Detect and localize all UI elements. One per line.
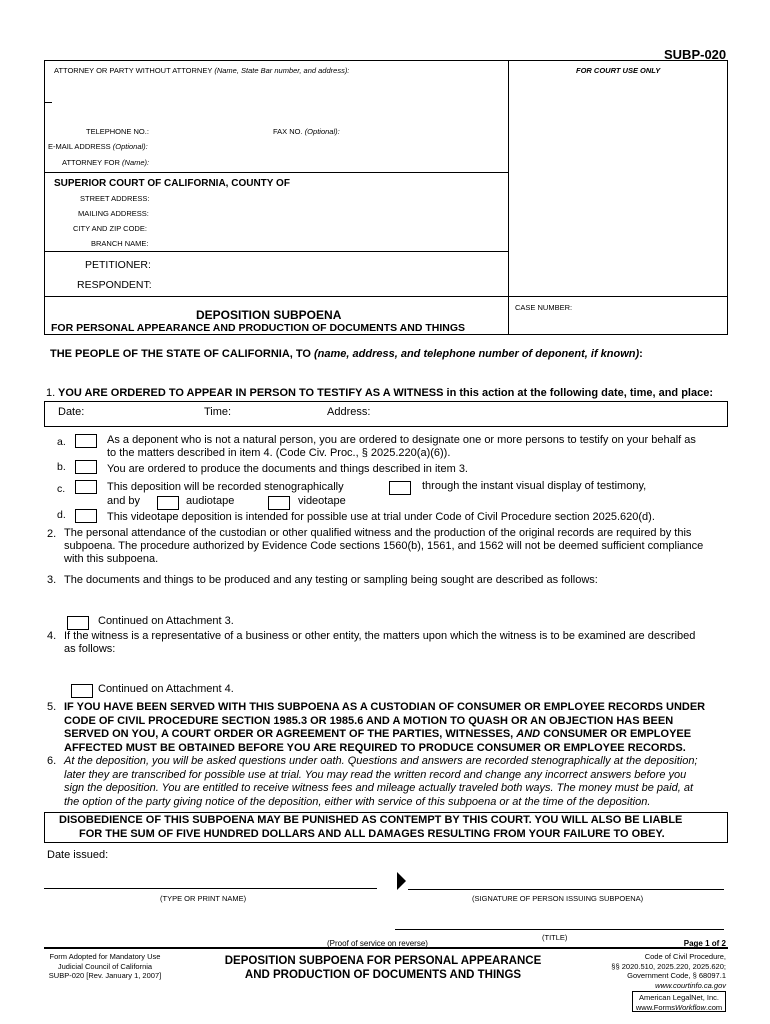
- title-line[interactable]: [395, 929, 724, 930]
- item3-text: The documents and things to be produced and any testing or sampling being sought are described as follows:: [64, 574, 598, 586]
- signature-line[interactable]: [408, 889, 724, 890]
- item1b-text: You are ordered to produce the documents and things described in item 3.: [107, 463, 468, 475]
- item5-text: IF YOU HAVE BEEN SERVED WITH THIS SUBPOENA AS A CUSTODIAN OF CONSUMER OR EMPLOYEE RECORDS UNDER CODE OF CIVIL PROCEDURE SECTION 1985.3 OR 1985.6 AND A MOTION TO QUASH OR AN OBJECTION HAS BEEN SERVED ON YOU, A COURT ORDER OR AGREEMENT OF THE PARTIES, WITNESSES, AND CONSUMER OR EMPLOYEE AFFECTED MUST BE OBTAINED BEFORE YOU ARE REQUIRED TO PRODUCE CONSUMER OR EMPLOYEE RECORDS.: [64, 701, 706, 754]
- date-time-address-box[interactable]: [44, 401, 728, 427]
- item5-num: 5.: [47, 701, 57, 713]
- fax-label: FAX NO. (Optional):: [273, 127, 340, 136]
- signature-arrow-icon: [397, 872, 407, 890]
- date-label: Date:: [58, 406, 85, 418]
- checkbox-videotape[interactable]: [268, 496, 290, 510]
- vendor-box: American LegalNet, Inc. www.FormsWorkflow.com: [632, 991, 726, 1012]
- attorney-for-label: ATTORNEY FOR (Name):: [62, 158, 150, 167]
- checkbox-audiotape[interactable]: [157, 496, 179, 510]
- court-use-label: FOR COURT USE ONLY: [576, 66, 661, 75]
- footer-rule: [44, 947, 728, 949]
- mailing-address-label: MAILING ADDRESS:: [78, 209, 149, 218]
- item3-num: 3.: [47, 574, 57, 586]
- item1a-letter: a.: [57, 436, 66, 448]
- item1d-text: This videotape deposition is intended for possible use at trial under Code of Civil Procedure section 2025.620(d).: [107, 511, 655, 523]
- checkbox-attachment-4[interactable]: [71, 684, 93, 698]
- videotape-label: videotape: [298, 495, 346, 507]
- attorney-label: ATTORNEY OR PARTY WITHOUT ATTORNEY (Name, State Bar number, and address):: [54, 66, 350, 75]
- checkbox-1c[interactable]: [75, 480, 97, 494]
- attachment-3-label: Continued on Attachment 3.: [98, 615, 234, 627]
- item6-num: 6.: [47, 755, 57, 767]
- instant-display-text: through the instant visual display of testimony,: [422, 480, 647, 492]
- checkbox-attachment-3[interactable]: [67, 616, 89, 630]
- checkbox-1d[interactable]: [75, 509, 97, 523]
- item2-text: The personal attendance of the custodian or other qualified witness and the production of the original records are required by this subpoena. The procedure authorized by Evidence Code sections 1560(b), 1561, and 1562 will not be deemed sufficient compliance with this subpoena.: [64, 527, 704, 566]
- email-label: E-MAIL ADDRESS (Optional):: [48, 142, 148, 151]
- title-label: (TITLE): [542, 933, 568, 942]
- street-address-label: STREET ADDRESS:: [80, 194, 150, 203]
- audiotape-label: audiotape: [186, 495, 235, 507]
- branch-name-label: BRANCH NAME:: [91, 239, 149, 248]
- footer-left: Form Adopted for Mandatory Use Judicial Council of California SUBP-020 [Rev. January 1, 2007]: [48, 952, 162, 980]
- item1a-line1: As a deponent who is not a natural person, you are ordered to designate one or more persons to testify on your behalf as: [107, 434, 696, 446]
- date-issued-label: Date issued:: [47, 849, 109, 861]
- telephone-label: TELEPHONE NO.:: [86, 127, 149, 136]
- name-line[interactable]: [44, 888, 377, 889]
- item4-num: 4.: [47, 630, 57, 642]
- item4-text: If the witness is a representative of a business or other entity, the matters upon which the witness is to be examined are described as follows:: [64, 630, 696, 656]
- form-id: SUBP-020: [664, 47, 727, 62]
- case-number-label: CASE NUMBER:: [515, 303, 573, 312]
- item1-text: YOU ARE ORDERED TO APPEAR IN PERSON TO TESTIFY AS A WITNESS in this action at the following date, time, and place:: [58, 387, 713, 399]
- signature-label: (SIGNATURE OF PERSON ISSUING SUBPOENA): [472, 894, 644, 903]
- proof-of-service-note: (Proof of service on reverse): [327, 939, 428, 948]
- warning-line1: DISOBEDIENCE OF THIS SUBPOENA MAY BE PUNISHED AS CONTEMPT BY THIS COURT. YOU WILL ALSO BE LIABLE: [59, 814, 683, 826]
- address-tick: [44, 102, 52, 103]
- time-label: Time:: [204, 406, 232, 418]
- item1c-text: This deposition will be recorded stenographically: [107, 481, 344, 493]
- checkbox-instant-display[interactable]: [389, 481, 411, 495]
- item1b-letter: b.: [57, 461, 66, 473]
- checkbox-1a[interactable]: [75, 434, 97, 448]
- form-subtitle: FOR PERSONAL APPEARANCE AND PRODUCTION OF DOCUMENTS AND THINGS: [51, 322, 465, 334]
- item2-num: 2.: [47, 528, 57, 540]
- and-by-text: and by: [107, 495, 141, 507]
- item1d-letter: d.: [57, 509, 66, 521]
- petitioner-label: PETITIONER:: [85, 259, 151, 271]
- people-line: THE PEOPLE OF THE STATE OF CALIFORNIA, TO (name, address, and telephone number of deponent, if known):: [50, 348, 643, 360]
- checkbox-1b[interactable]: [75, 460, 97, 474]
- item6-text: At the deposition, you will be asked questions under oath. Questions and answers are recorded stenographically at the deposition; later they are transcribed for possible use at trial. You may read the written record and change any incorrect answers before you sign the deposition. You are entitled to receive witness fees and mileage actually traveled both ways. The money must be paid, at the option of the party giving notice of the deposition, either with service of this subpoena or at the time of the deposition.: [64, 755, 698, 808]
- item1-num: 1.: [46, 387, 56, 399]
- court-title: SUPERIOR COURT OF CALIFORNIA, COUNTY OF: [54, 178, 290, 189]
- attachment-4-label: Continued on Attachment 4.: [98, 683, 234, 695]
- address-label: Address:: [327, 406, 371, 418]
- item1a-line2: to the matters described in item 4. (Code Civ. Proc., § 2025.220(a)(6)).: [107, 447, 451, 459]
- form-title: DEPOSITION SUBPOENA: [196, 308, 342, 322]
- warning-line2: FOR THE SUM OF FIVE HUNDRED DOLLARS AND ALL DAMAGES RESULTING FROM YOUR FAILURE TO OBEY.: [79, 828, 665, 840]
- type-name-label: (TYPE OR PRINT NAME): [160, 894, 247, 903]
- respondent-label: RESPONDENT:: [77, 279, 152, 291]
- item1c-letter: c.: [57, 483, 66, 495]
- page-number: Page 1 of 2: [683, 939, 726, 948]
- city-zip-label: CITY AND ZIP CODE:: [73, 224, 147, 233]
- footer-citations: Code of Civil Procedure, §§ 2020.510, 2025.220, 2025.620; Government Code, § 68097.1 www.courtinfo.ca.gov: [611, 952, 726, 990]
- footer-title: DEPOSITION SUBPOENA FOR PERSONAL APPEARANCE AND PRODUCTION OF DOCUMENTS AND THINGS: [224, 955, 542, 981]
